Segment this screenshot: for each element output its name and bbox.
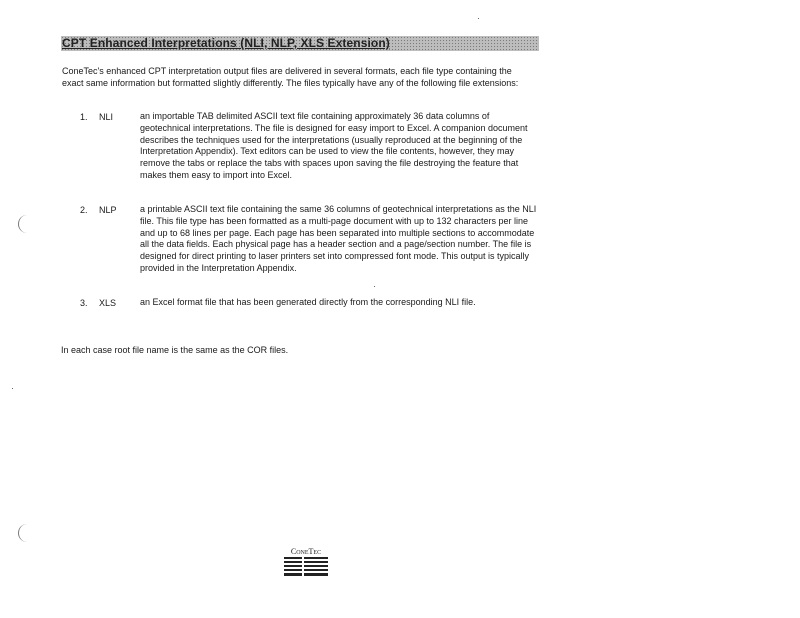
binder-hole-mark xyxy=(18,524,29,542)
conetec-logo-icon xyxy=(284,547,328,577)
logo-wordmark: ConeTec xyxy=(290,547,322,556)
binder-hole-mark xyxy=(18,215,29,233)
closing-sentence: In each case root file name is the same as the COR files. xyxy=(61,345,289,355)
list-item-description: a printable ASCII text file containing the same 36 columns of geotechnical interpretations as the NLI file. This file type has been formatted as a multi-page document with up to 132 characters per line and up to 68 lines per page. Each page has been separated into multiple sections to accommodate all the data fields. Each physical page has a header section and a page/section number. The file is designed for direct printing to laser printers set into compressed font mode. This output is typically provided in the Interpretation Appendix. xyxy=(140,204,537,273)
scan-speck xyxy=(374,286,375,287)
list-item-number: 2. xyxy=(80,205,88,215)
scan-speck xyxy=(12,388,13,389)
scan-speck xyxy=(478,18,479,19)
list-item-number: 3. xyxy=(80,298,88,308)
list-item-code: NLP xyxy=(99,205,117,215)
list-item-description: an Excel format file that has been generated directly from the corresponding NLI file. xyxy=(140,297,476,307)
list-item-code: XLS xyxy=(99,298,117,308)
list-item-description: an importable TAB delimited ASCII text file containing approximately 36 data columns of geotechnical interpretations. The file is designed for easy import to Excel. A companion document describes the techniques used for the interpretations (usually reproduced at the beginning of the Interpretation Appendix). Text editors can be used to view the file contents, however, they may remove the tabs or replace the tabs with spaces upon saving the file destroying the feature that makes them easy to import into Excel. xyxy=(140,111,528,180)
page-title: CPT Enhanced Interpretations (NLI, NLP, XLS Extension) xyxy=(62,36,390,50)
intro-paragraph: ConeTec's enhanced CPT interpretation output files are delivered in several formats, each file type containing the exact same information but formatted slightly differently. The files typically have any of the following file extensions: xyxy=(62,66,519,88)
list-item-number: 1. xyxy=(80,112,88,122)
list-item-code: NLI xyxy=(99,112,114,122)
logo-stripes-icon xyxy=(284,557,328,577)
